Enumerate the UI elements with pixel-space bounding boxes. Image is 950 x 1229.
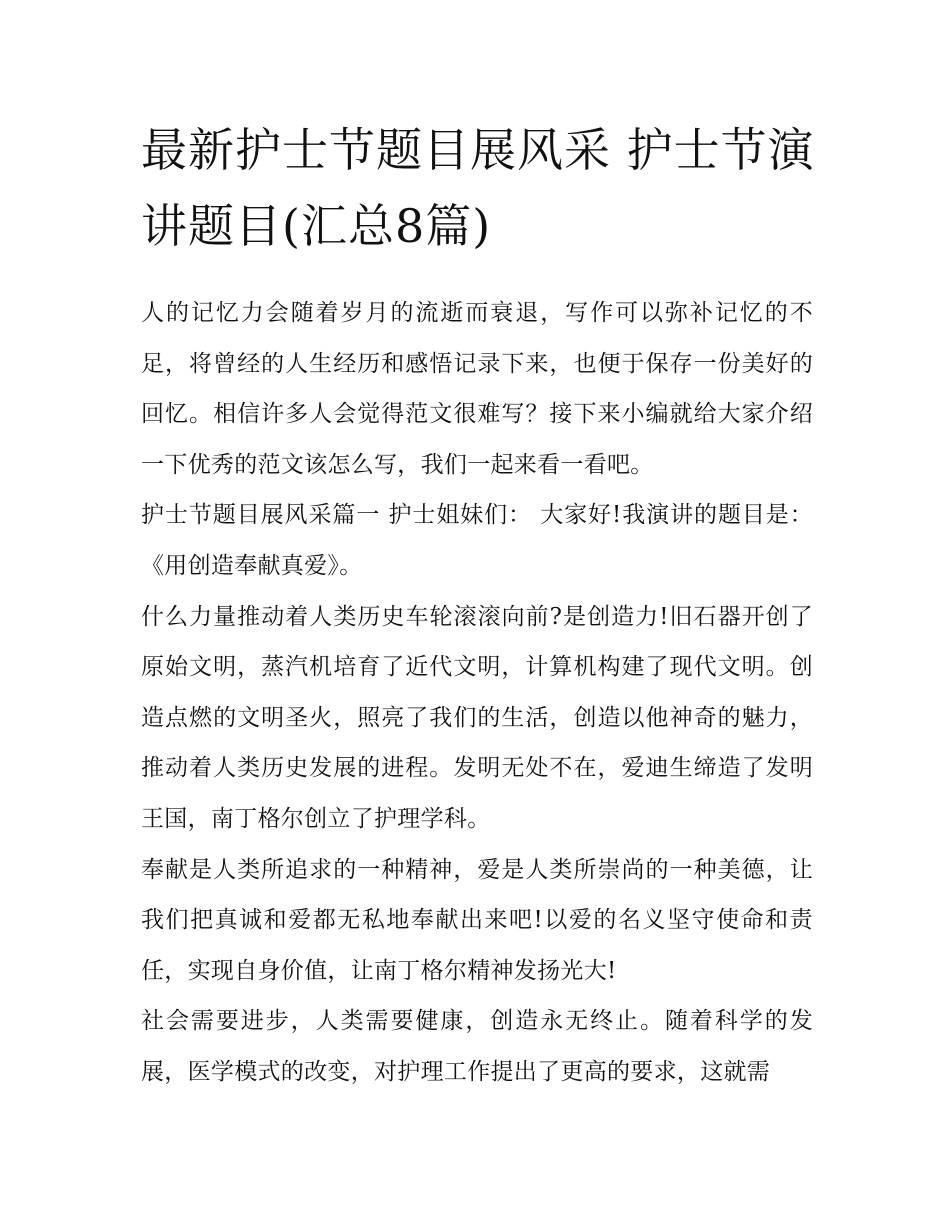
dedication-paragraph: 奉献是人类所追求的一种精神，爱是人类所崇尚的一种美德，让我们把真诚和爱都无私地奉献出来吧!以爱的名义坚守使命和责任，实现自身价值，让南丁格尔精神发扬光大! <box>141 856 813 984</box>
creativity-paragraph: 什么力量推动着人类历史车轮滚滚向前?是创造力!旧石器开创了原始文明，蒸汽机培育了近代文明，计算机构建了现代文明。创造点燃的文明圣火，照亮了我们的生活，创造以他神奇的魅力，推动着人类历史发展的进程。发明无处不在，爱迪生缔造了发明王国，南丁格尔创立了护理学科。 <box>141 603 813 832</box>
progress-paragraph: 社会需要进步，人类需要健康，创造永无终止。随着科学的发展，医学模式的改变，对护理工作提出了更高的要求，这就需 <box>141 1008 813 1085</box>
document-body <box>141 112 813 1098</box>
speech-opening-paragraph: 护士节题目展风采篇一 护士姐妹们： 大家好!我演讲的题目是：《用创造奉献真爱》。 <box>141 502 813 579</box>
document-title: 最新护士节题目展风采 护士节演讲题目(汇总8篇) <box>141 123 815 253</box>
intro-paragraph: 人的记忆力会随着岁月的流逝而衰退，写作可以弥补记忆的不足，将曾经的人生经历和感悟记录下来，也便于保存一份美好的回忆。相信许多人会觉得范文很难写？接下来小编就给大家介绍一下优秀的范文该怎么写，我们一起来看一看吧。 <box>141 300 813 478</box>
